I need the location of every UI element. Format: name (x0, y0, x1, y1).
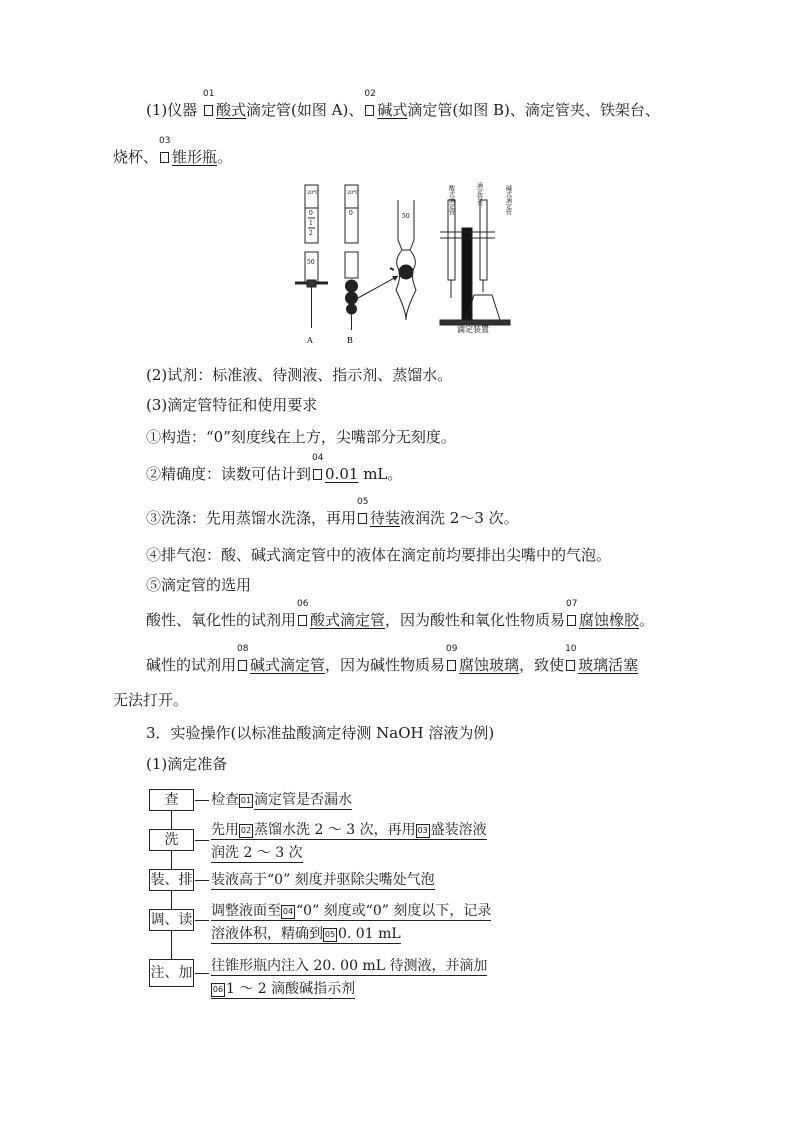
answer-blank-06[interactable]: 06 酸式滴定管 (297, 599, 386, 629)
tick-2: 2 (309, 230, 313, 237)
acid-burette-a (295, 185, 328, 328)
label-base-burette: 碱式滴定管 (504, 185, 512, 215)
paragraph-precision: ②精确度：读数可估计到 04 0.01 mL。 (146, 453, 403, 483)
flow-step-check: 查 (149, 789, 194, 811)
paragraph-structure: ①构造：“0”刻度线在上方，尖嘴部分无刻度。 (146, 428, 456, 446)
answer-blank-01[interactable]: 01 酸式 (203, 89, 247, 119)
paragraph-reagents: (2)试剂：标准液、待测液、指示剂、蒸馏水。 (146, 366, 453, 384)
paragraph-acid-choice: 酸性、氧化性的试剂用 06 酸式滴定管，因为酸性和氧化性物质易 07 腐蚀橡胶。 (146, 599, 655, 629)
flow-step-adjust-read: 调、读 (149, 909, 194, 931)
figure-label-a: A (307, 336, 313, 345)
flow-text-inject-line2: 06 1 ～ 2 滴酸碱指示剂 (212, 981, 356, 997)
answer-blank-03[interactable]: 03 锥形瓶 (159, 136, 218, 166)
paragraph-instruments-line2: 烧杯、 03 锥形瓶。 (113, 136, 233, 166)
answer-blank-07[interactable]: 07 腐蚀橡胶 (566, 599, 640, 629)
flow-text-wash-line2: 润洗 2 ～ 3 次 (211, 845, 303, 861)
paragraph-washing: ③洗涤：先用蒸馏水洗涤，再用 05 待装液润洗 2～3 次。 (146, 497, 519, 527)
answer-blank-10[interactable]: 10 玻璃活塞 (565, 644, 639, 674)
titration-stand (440, 200, 510, 325)
base-burette-b (345, 185, 358, 330)
answer-blank-09[interactable]: 09 腐蚀玻璃 (446, 644, 520, 674)
tick-50: 50 (307, 259, 315, 266)
answer-blank-04[interactable]: 04 0.01 (312, 453, 359, 483)
label-clamp: 滴定管夹 (475, 182, 483, 206)
flow-text-adjust-line2: 溶液体积，精确到 05 0. 01 mL (211, 926, 401, 942)
paragraph-burette-features: (3)滴定管特征和使用要求 (146, 396, 318, 414)
section-experiment-operation: 3．实验操作(以标准盐酸滴定待测 NaOH 溶液为例) (146, 724, 495, 742)
tick-20c: 20℃ (307, 190, 319, 196)
flow-text-fill: 装液高于“0” 刻度并驱除尖嘴处气泡 (211, 872, 435, 888)
flow-text-adjust: 调整液面至 04 “0” 刻度或“0” 刻度以下，记录 (211, 903, 492, 919)
flow-step-inject-add: 注、加 (149, 959, 194, 987)
paragraph-selection: ⑤滴定管的选用 (146, 576, 252, 594)
paragraph-base-choice-line2: 无法打开。 (113, 691, 189, 709)
svg-text:0: 0 (349, 210, 353, 217)
burette-figure (290, 180, 540, 345)
flow-text-check: 检查 01 滴定管是否漏水 (211, 792, 352, 808)
answer-blank-05[interactable]: 05 待装 (357, 497, 401, 527)
paragraph-bubbles: ④排气泡：酸、碱式滴定管中的液体在滴定前均要排出尖嘴中的气泡。 (146, 546, 612, 564)
answer-blank-08[interactable]: 08 碱式滴定管 (237, 644, 326, 674)
tick-0: 0 (309, 210, 313, 217)
flow-step-fill: 装、排 (149, 869, 194, 891)
answer-blank-02[interactable]: 02 碱式 (364, 89, 408, 119)
svg-text:50: 50 (402, 213, 410, 220)
tick-1: 1 (309, 220, 313, 227)
paragraph-titration-prep: (1)滴定准备 (146, 755, 228, 773)
label-acid-burette: 酸式滴定管 (447, 185, 455, 215)
svg-text:20℃: 20℃ (347, 190, 359, 196)
figure-label-b: B (347, 336, 353, 345)
flow-step-wash: 洗 (149, 829, 194, 851)
flow-text-inject: 往锥形瓶内注入 20. 00 mL 待测液，并滴加 (211, 958, 488, 974)
paragraph-base-choice: 碱性的试剂用 08 碱式滴定管，因为碱性物质易 09 腐蚀玻璃，致使 10 玻璃活塞 (146, 644, 639, 674)
flow-text-wash: 先用 02 蒸馏水洗 2 ～ 3 次，再用 03 盛装溶液 (211, 822, 487, 838)
figure-caption: 滴定装置 (457, 325, 489, 334)
paragraph-instruments: (1)仪器 01 酸式滴定管(如图 A)、 02 碱式滴定管(如图 B)、滴定管夹、铁架台、 (146, 89, 660, 119)
